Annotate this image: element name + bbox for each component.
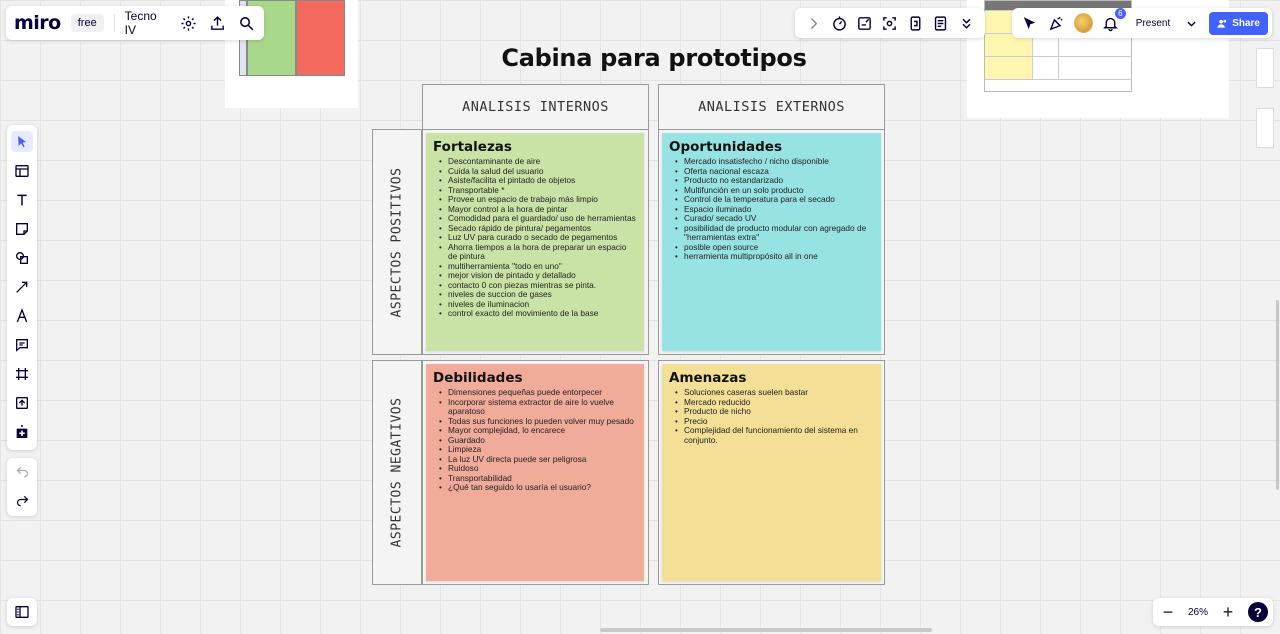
timer-icon[interactable] bbox=[829, 13, 849, 33]
list-item: • Precio bbox=[684, 417, 874, 427]
list-item: • ¿Qué tan seguido lo usaría el usuario? bbox=[448, 483, 637, 493]
list-item: • Dimensiones pequeñas puede entorpecer bbox=[448, 388, 637, 398]
list-item: • Mercado reducido bbox=[684, 398, 874, 408]
row-header-label: ASPECTOS NEGATIVOS bbox=[389, 397, 405, 548]
list-item: • herramienta multipropósito all in one bbox=[684, 252, 874, 262]
sticky-title: Fortalezas bbox=[433, 139, 512, 155]
sticky-oportunidades[interactable] bbox=[662, 133, 881, 351]
list-item: • Producto de nicho bbox=[684, 407, 874, 417]
list-item: • Luz UV para curado o secado de pegamentos bbox=[448, 233, 637, 243]
topbar-left bbox=[6, 6, 264, 40]
zoom-out-button[interactable]: − bbox=[1162, 601, 1174, 622]
share-label: Share bbox=[1232, 17, 1260, 29]
side-thumbnails bbox=[1256, 48, 1276, 168]
export-icon[interactable] bbox=[208, 13, 227, 33]
list-item: • Soluciones caseras suelen bastar bbox=[684, 388, 874, 398]
row-header-negative[interactable] bbox=[372, 360, 422, 585]
topbar-tools bbox=[795, 8, 985, 38]
divider bbox=[114, 14, 115, 32]
board-title[interactable]: Cabina para prototipos bbox=[501, 44, 807, 72]
col-header-internal[interactable]: ANALISIS INTERNOS bbox=[422, 84, 649, 130]
list-item: • Ruidoso bbox=[448, 464, 637, 474]
list-item: • La luz UV directa puede ser peligrosa bbox=[448, 455, 637, 465]
list-item: • control exacto del movimiento de la base bbox=[448, 309, 637, 319]
connector-icon[interactable] bbox=[11, 276, 33, 297]
list-item: • Mayor complejidad, lo encarece bbox=[448, 426, 637, 436]
col-header-external[interactable]: ANALISIS EXTERNOS bbox=[658, 84, 885, 130]
list-item: • Provee un espacio de trabajo más limpio bbox=[448, 195, 637, 205]
shapes-icon[interactable] bbox=[11, 247, 33, 268]
list-item: • Incorporar sistema extractor de aire lo vuelve aparatoso bbox=[448, 398, 637, 417]
list-item: • posibilidad de producto modular con agregado de "herramientas extra" bbox=[684, 224, 874, 243]
undo-redo-bar bbox=[7, 458, 37, 516]
zoom-level[interactable]: 26% bbox=[1187, 606, 1208, 618]
pen-icon[interactable] bbox=[11, 305, 33, 326]
zoom-controls bbox=[1153, 598, 1273, 626]
list-item: • Descontaminante de aire bbox=[448, 157, 637, 167]
present-button[interactable]: Present bbox=[1135, 17, 1171, 29]
vertical-scrollbar[interactable] bbox=[1276, 300, 1279, 490]
sticky-list bbox=[433, 388, 637, 493]
list-item: • Control de la temperatura para el secado bbox=[684, 195, 874, 205]
text-icon[interactable] bbox=[11, 189, 33, 210]
notes-icon[interactable] bbox=[855, 13, 875, 33]
list-item: • Curado/ secado UV bbox=[684, 214, 874, 224]
document-icon[interactable] bbox=[931, 13, 951, 33]
sticky-title: Amenazas bbox=[669, 370, 747, 386]
thumbnail[interactable] bbox=[1256, 108, 1274, 148]
thumbnail[interactable] bbox=[1256, 48, 1274, 88]
settings-icon[interactable] bbox=[179, 13, 198, 33]
focus-icon[interactable] bbox=[880, 13, 900, 33]
sticky-list bbox=[433, 157, 637, 319]
list-item: • Guardado bbox=[448, 436, 637, 446]
chevron-down-icon[interactable] bbox=[1182, 13, 1201, 33]
share-button[interactable] bbox=[1209, 12, 1268, 35]
people-icon bbox=[1217, 18, 1228, 29]
list-item: • Ahorra tiempos a la hora de preparar un espacio de pintura bbox=[448, 243, 637, 262]
panel-icon bbox=[14, 604, 30, 620]
upload-icon[interactable] bbox=[11, 392, 33, 413]
frame-icon[interactable] bbox=[11, 363, 33, 384]
list-item: • niveles de iluminacion bbox=[448, 300, 637, 310]
more-apps-icon[interactable] bbox=[11, 421, 33, 442]
list-item: • Espacio iluminado bbox=[684, 205, 874, 215]
list-item: • Secado rápido de pintura/ pegamentos bbox=[448, 224, 637, 234]
list-item: • Limpieza bbox=[448, 445, 637, 455]
collaboration-bar bbox=[1012, 8, 1272, 38]
sticky-note-icon[interactable] bbox=[11, 218, 33, 239]
redo-icon[interactable] bbox=[15, 492, 30, 512]
list-item: • Multifunción en un solo producto bbox=[684, 186, 874, 196]
search-icon[interactable] bbox=[237, 13, 256, 33]
list-item: • Cuida la salud del usuario bbox=[448, 167, 637, 177]
help-button[interactable]: ? bbox=[1248, 602, 1268, 622]
bell-icon[interactable] bbox=[1101, 9, 1123, 33]
zoom-in-button[interactable]: + bbox=[1222, 601, 1234, 622]
list-item: • multiherramienta "todo en uno" bbox=[448, 262, 637, 272]
list-item: • Asiste/facilita el pintado de objetos bbox=[448, 176, 637, 186]
list-item: • Transportable * bbox=[448, 186, 637, 196]
board-name[interactable]: Tecno IV bbox=[124, 9, 157, 37]
notification-count: 6 bbox=[1115, 8, 1126, 19]
list-item: • niveles de succion de gases bbox=[448, 290, 637, 300]
chevron-right-icon[interactable] bbox=[804, 13, 824, 33]
list-item: • Todas sus funciones lo pueden volver muy pesado bbox=[448, 417, 637, 427]
sticky-title: Oportunidades bbox=[669, 139, 783, 155]
comment-icon[interactable] bbox=[11, 334, 33, 355]
list-item: • Mayor control a la hora de pintar bbox=[448, 205, 637, 215]
horizontal-scrollbar[interactable] bbox=[600, 628, 932, 632]
undo-icon[interactable] bbox=[15, 463, 30, 483]
user-avatar[interactable] bbox=[1074, 13, 1093, 33]
plan-badge[interactable]: free bbox=[71, 14, 104, 32]
cards-icon[interactable] bbox=[905, 13, 925, 33]
sticky-title: Debilidades bbox=[433, 370, 523, 386]
list-item: • Complejidad del funcionamiento del sistema en conjunto. bbox=[684, 426, 874, 445]
chevrons-down-icon[interactable] bbox=[956, 13, 976, 33]
list-item: • Transportabilidad bbox=[448, 474, 637, 484]
list-item: • contacto 0 con piezas mientras se pinta. bbox=[448, 281, 637, 291]
frames-panel-button[interactable] bbox=[7, 598, 37, 626]
sticky-list bbox=[669, 388, 874, 445]
list-item: • posible open source bbox=[684, 243, 874, 253]
cursor-follow-icon[interactable] bbox=[1020, 13, 1039, 33]
sticky-list bbox=[669, 157, 874, 262]
list-item: • Mercado insatisfecho / nicho disponible bbox=[684, 157, 874, 167]
list-item: • Producto no estandarizado bbox=[684, 176, 874, 186]
list-item: • Oferta nacional escaza bbox=[684, 167, 874, 177]
miro-logo[interactable]: miro bbox=[14, 12, 61, 34]
left-toolbar bbox=[7, 125, 37, 450]
templates-icon[interactable] bbox=[11, 160, 33, 181]
list-item: • Comodidad para el guardado/ uso de herramientas bbox=[448, 214, 637, 224]
celebrate-icon[interactable] bbox=[1047, 13, 1066, 33]
row-header-positive[interactable] bbox=[372, 129, 422, 355]
sticky-debilidades[interactable] bbox=[426, 364, 644, 581]
select-icon[interactable] bbox=[11, 131, 33, 152]
sticky-amenazas[interactable] bbox=[662, 364, 881, 581]
sticky-fortalezas[interactable] bbox=[426, 133, 644, 351]
row-header-label: ASPECTOS POSITIVOS bbox=[389, 167, 405, 317]
list-item: • mejor vision de pintado y detallado bbox=[448, 271, 637, 281]
